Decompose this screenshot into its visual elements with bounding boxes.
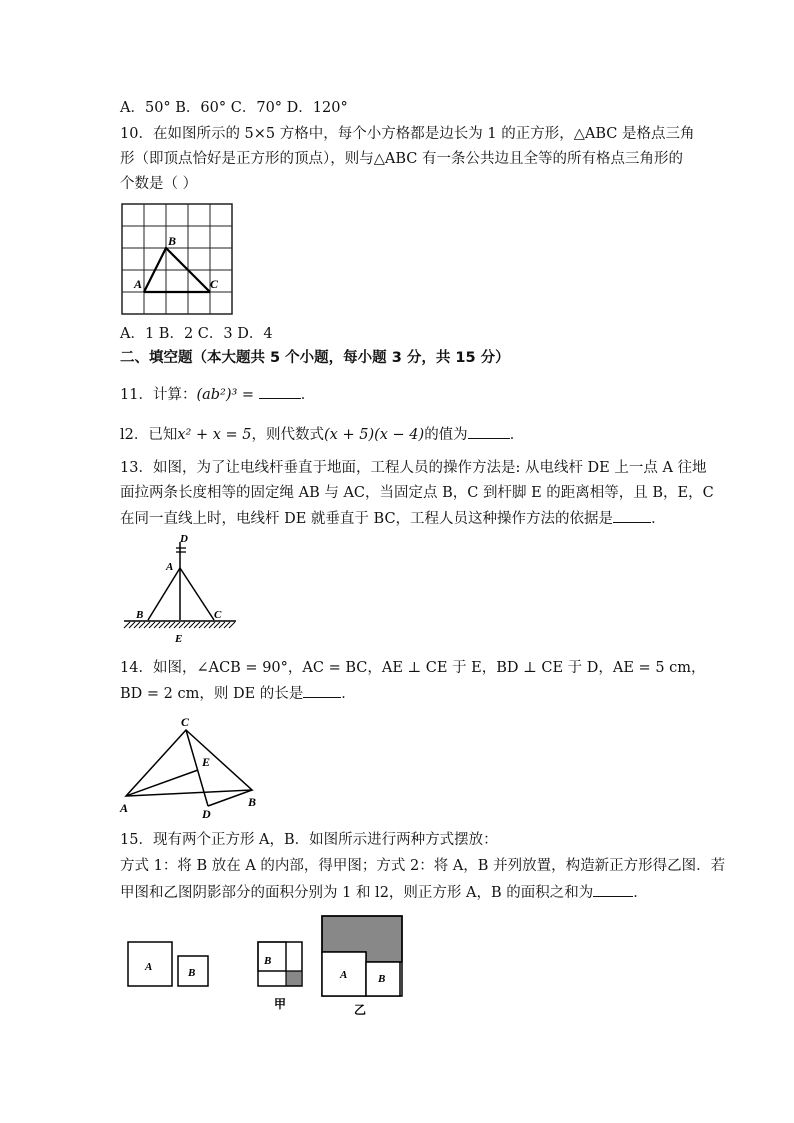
label-e: E: [202, 755, 211, 769]
label-a: A: [120, 801, 129, 815]
q12-condition: x² + x = 5: [177, 427, 252, 443]
q10-text-line3: 个数是（ ）: [120, 176, 198, 192]
yi-caption: 乙: [354, 1003, 367, 1017]
q14-text-line1: 14．如图，∠ACB = 90°，AC = BC，AE ⊥ CE 于 E，BD ⊥ CE 于 D，AE = 5 cm，: [120, 660, 706, 676]
q12-suffix-text: 的值为: [424, 427, 468, 443]
q10-text-line1: 10．在如图所示的 5×5 方格中，每个小方格都是边长为 1 的正方形，△ABC 是格点三角: [120, 126, 695, 142]
q11-line: [120, 384, 315, 405]
q12-prefix: l2．已知: [120, 427, 178, 443]
q11-answer-blank[interactable]: [259, 384, 301, 399]
q11-prefix: 11．计算：: [120, 387, 197, 403]
q10-options: A．1 B．2 C．3 D．4: [120, 326, 273, 342]
q15-squares-figure: [120, 912, 410, 1020]
q12-end: ．: [509, 427, 525, 443]
jia-shaded-region: [286, 971, 301, 986]
q14-answer-blank[interactable]: [303, 683, 341, 698]
label-d: D: [202, 807, 211, 820]
q14-text-line2: [120, 683, 356, 704]
q13-text-line3: [120, 508, 666, 529]
segment-ae: [126, 770, 198, 796]
label-a: A: [166, 561, 174, 573]
jia-caption: 甲: [274, 997, 287, 1011]
yi-label-a: A: [340, 969, 348, 981]
q15-line3-text: 甲图和乙图阴影部分的面积分别为 1 和 l2，则正方形 A，B 的面积之和为: [120, 885, 594, 901]
yi-label-b: B: [378, 973, 386, 985]
q13-pole-figure: [118, 532, 242, 644]
q15-answer-blank[interactable]: [593, 882, 633, 897]
jia-square-b: [258, 942, 286, 971]
label-b: B: [188, 967, 196, 979]
figure-jia: [258, 942, 302, 1011]
q13-text-line1: 13．如图，为了让电线杆垂直于地面，工程人员的操作方法是: 从电线杆 DE 上一点 A 往地: [120, 460, 707, 476]
label-c: C: [210, 277, 219, 291]
section2-heading: 二、填空题（本大题共 5 个小题，每小题 3 分，共 15 分）: [120, 350, 510, 366]
q15-end: ．: [633, 885, 648, 901]
rope-ab: [148, 568, 180, 620]
q10-grid-figure: [118, 200, 238, 316]
q11-suffix: ．: [300, 387, 316, 403]
q14-line2-text: BD = 2 cm，则 DE 的长是: [120, 686, 304, 702]
q13-end: ．: [651, 511, 666, 527]
q13-line3-text: 在同一直线上时，电线杆 DE 就垂直于 BC，工程人员这种操作方法的依据是: [120, 511, 614, 527]
label-a: A: [134, 277, 143, 291]
q15-text-line3: [120, 882, 648, 903]
q12-mid: ，则代数式: [251, 427, 325, 443]
jia-label-b: B: [264, 955, 272, 967]
q12-answer-blank[interactable]: [468, 424, 510, 439]
label-a: A: [145, 961, 153, 973]
figure-yi: [322, 916, 402, 1017]
label-b: B: [248, 795, 257, 809]
q14-end: ．: [341, 686, 356, 702]
q11-expression: (ab²)³ =: [196, 387, 255, 403]
label-b: B: [168, 234, 177, 248]
rope-ac: [180, 568, 214, 620]
q10-text-line2: 形（即顶点恰好是正方形的顶点），则与△ABC 有一条公共边且全等的所有格点三角形的: [120, 151, 683, 167]
q15-text-line2: 方式 1：将 B 放在 A 的内部，得甲图；方式 2：将 A，B 并列放置，构造新正方形得乙图．若: [120, 858, 726, 874]
q12-line: [120, 424, 524, 445]
label-c: C: [214, 609, 222, 621]
label-d: D: [180, 533, 188, 545]
q13-answer-blank[interactable]: [613, 508, 651, 523]
label-c: C: [181, 715, 190, 729]
q9-options: A．50° B．60° C．70° D．120°: [120, 100, 348, 116]
label-b: B: [136, 609, 144, 621]
q15-text-line1: 15．现有两个正方形 A，B．如图所示进行两种方式摆放：: [120, 832, 498, 848]
q13-text-line2: 面拉两条长度相等的固定绳 AB 与 AC，当固定点 B，C 到杆脚 E 的距离相等，且 B，E，C: [120, 485, 714, 501]
q14-triangle-figure: [116, 712, 266, 820]
label-e: E: [175, 633, 183, 644]
q12-expression: (x + 5)(x − 4): [324, 427, 425, 443]
